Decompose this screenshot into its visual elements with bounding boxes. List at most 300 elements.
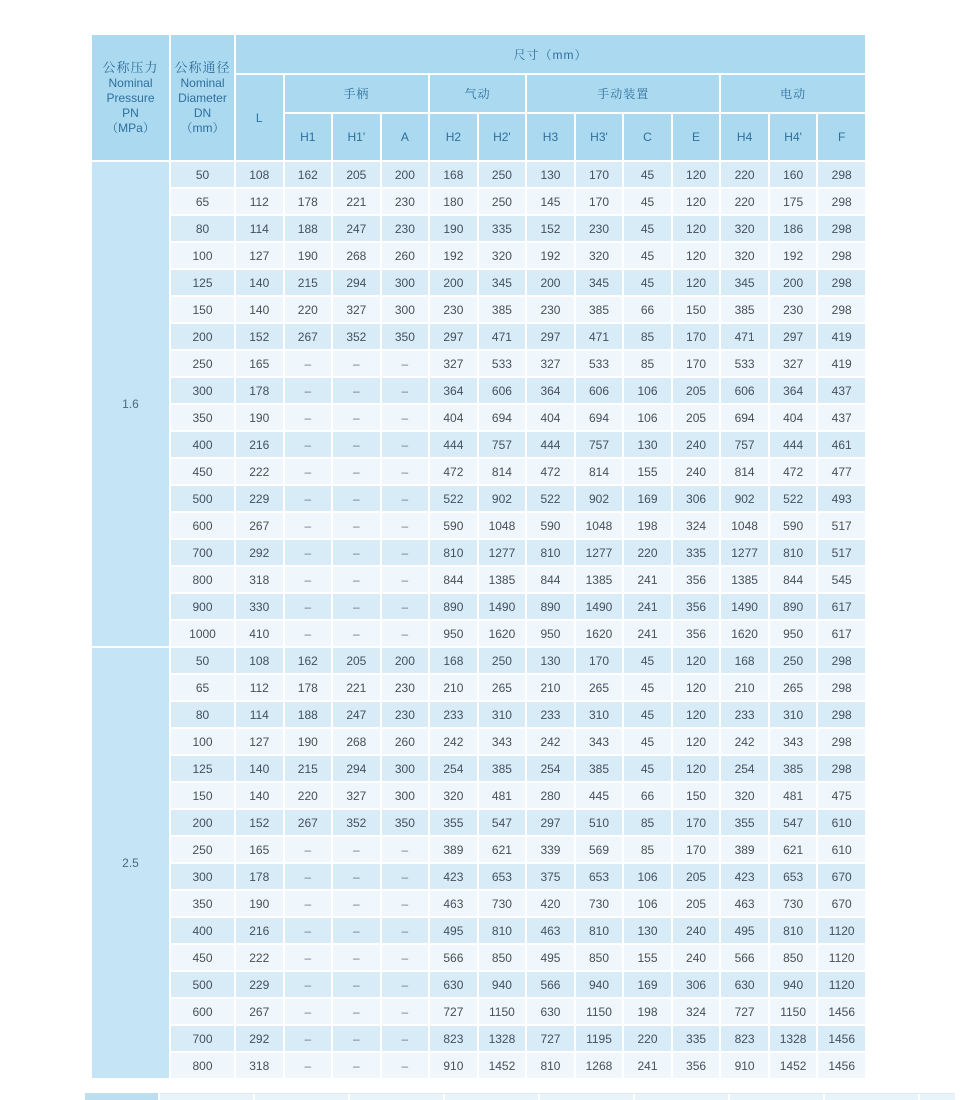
value-cell: 130 bbox=[526, 647, 575, 674]
header-group-handle: 手柄 bbox=[284, 74, 430, 113]
value-cell: 404 bbox=[429, 404, 478, 431]
value-cell: 327 bbox=[332, 782, 381, 809]
dn-cell: 350 bbox=[170, 404, 235, 431]
value-cell: 140 bbox=[235, 782, 284, 809]
value-cell: 902 bbox=[720, 485, 769, 512]
value-cell: 517 bbox=[817, 539, 866, 566]
table-row bbox=[91, 269, 866, 296]
header-col-L: L bbox=[235, 74, 284, 161]
value-cell: 327 bbox=[769, 350, 818, 377]
value-cell: 533 bbox=[478, 350, 527, 377]
dn-cell: 125 bbox=[170, 269, 235, 296]
value-cell: 190 bbox=[429, 215, 478, 242]
table-row bbox=[91, 944, 866, 971]
value-cell: 694 bbox=[575, 404, 624, 431]
value-cell: 495 bbox=[526, 944, 575, 971]
value-cell: – bbox=[332, 566, 381, 593]
value-cell: 356 bbox=[672, 593, 721, 620]
value-cell: 130 bbox=[526, 161, 575, 188]
value-cell: – bbox=[284, 1052, 333, 1079]
value-cell: 844 bbox=[526, 566, 575, 593]
table-row bbox=[91, 485, 866, 512]
value-cell: – bbox=[381, 485, 430, 512]
value-cell: 590 bbox=[769, 512, 818, 539]
value-cell: 1120 bbox=[817, 971, 866, 998]
value-cell: 463 bbox=[429, 890, 478, 917]
value-cell: 389 bbox=[429, 836, 478, 863]
value-cell: 45 bbox=[623, 188, 672, 215]
table-row bbox=[91, 512, 866, 539]
value-cell: 423 bbox=[720, 863, 769, 890]
value-cell: 108 bbox=[235, 647, 284, 674]
value-cell: 343 bbox=[575, 728, 624, 755]
value-cell: 242 bbox=[526, 728, 575, 755]
value-cell: 364 bbox=[769, 377, 818, 404]
value-cell: 653 bbox=[769, 863, 818, 890]
value-cell: 45 bbox=[623, 701, 672, 728]
value-cell: 356 bbox=[672, 566, 721, 593]
value-cell: 230 bbox=[381, 188, 430, 215]
value-cell: 533 bbox=[575, 350, 624, 377]
value-cell: 621 bbox=[478, 836, 527, 863]
value-cell: 298 bbox=[817, 188, 866, 215]
value-cell: 345 bbox=[575, 269, 624, 296]
value-cell: 188 bbox=[284, 215, 333, 242]
value-cell: 298 bbox=[817, 647, 866, 674]
value-cell: 298 bbox=[817, 242, 866, 269]
value-cell: 140 bbox=[235, 755, 284, 782]
value-cell: 230 bbox=[381, 674, 430, 701]
value-cell: 727 bbox=[526, 1025, 575, 1052]
value-cell: 106 bbox=[623, 377, 672, 404]
header-col-C: C bbox=[623, 113, 672, 161]
value-cell: 298 bbox=[817, 674, 866, 701]
spec-table bbox=[90, 33, 867, 1080]
value-cell: 297 bbox=[429, 323, 478, 350]
value-cell: 216 bbox=[235, 917, 284, 944]
value-cell: 85 bbox=[623, 836, 672, 863]
dn-cell: 400 bbox=[170, 431, 235, 458]
value-cell: 352 bbox=[332, 323, 381, 350]
value-cell: 566 bbox=[720, 944, 769, 971]
value-cell: 254 bbox=[720, 755, 769, 782]
value-cell: 1620 bbox=[478, 620, 527, 647]
value-cell: 310 bbox=[478, 701, 527, 728]
table-row bbox=[91, 971, 866, 998]
value-cell: 230 bbox=[429, 296, 478, 323]
value-cell: 495 bbox=[429, 917, 478, 944]
table-row bbox=[91, 917, 866, 944]
dn-cell: 150 bbox=[170, 296, 235, 323]
value-cell: 1456 bbox=[817, 1025, 866, 1052]
value-cell: 410 bbox=[235, 620, 284, 647]
value-cell: 170 bbox=[672, 350, 721, 377]
dn-cell: 450 bbox=[170, 944, 235, 971]
value-cell: 120 bbox=[672, 215, 721, 242]
value-cell: – bbox=[284, 944, 333, 971]
value-cell: 205 bbox=[332, 647, 381, 674]
value-cell: 190 bbox=[284, 728, 333, 755]
value-cell: 298 bbox=[817, 728, 866, 755]
value-cell: 522 bbox=[526, 485, 575, 512]
value-cell: 216 bbox=[235, 431, 284, 458]
value-cell: 890 bbox=[526, 593, 575, 620]
value-cell: 890 bbox=[429, 593, 478, 620]
value-cell: 730 bbox=[769, 890, 818, 917]
header-col-H2: H2 bbox=[429, 113, 478, 161]
value-cell: 950 bbox=[769, 620, 818, 647]
value-cell: 298 bbox=[817, 755, 866, 782]
value-cell: – bbox=[284, 512, 333, 539]
value-cell: 130 bbox=[623, 917, 672, 944]
table-body bbox=[91, 161, 866, 1079]
dn-cell: 700 bbox=[170, 539, 235, 566]
value-cell: 229 bbox=[235, 971, 284, 998]
value-cell: – bbox=[381, 458, 430, 485]
value-cell: 444 bbox=[429, 431, 478, 458]
value-cell: – bbox=[284, 593, 333, 620]
value-cell: – bbox=[332, 512, 381, 539]
value-cell: 1277 bbox=[720, 539, 769, 566]
value-cell: 481 bbox=[769, 782, 818, 809]
value-cell: 162 bbox=[284, 161, 333, 188]
value-cell: 241 bbox=[623, 1052, 672, 1079]
value-cell: 188 bbox=[284, 701, 333, 728]
value-cell: 300 bbox=[381, 755, 430, 782]
value-cell: – bbox=[332, 917, 381, 944]
value-cell: – bbox=[284, 539, 333, 566]
value-cell: – bbox=[381, 998, 430, 1025]
value-cell: – bbox=[381, 593, 430, 620]
dn-cell: 250 bbox=[170, 836, 235, 863]
value-cell: 463 bbox=[526, 917, 575, 944]
table-row bbox=[91, 242, 866, 269]
value-cell: 814 bbox=[575, 458, 624, 485]
dn-cell: 80 bbox=[170, 215, 235, 242]
value-cell: – bbox=[381, 404, 430, 431]
value-cell: – bbox=[284, 917, 333, 944]
table-row bbox=[91, 728, 866, 755]
value-cell: 168 bbox=[429, 161, 478, 188]
value-cell: – bbox=[381, 944, 430, 971]
value-cell: 165 bbox=[235, 350, 284, 377]
value-cell: 910 bbox=[429, 1052, 478, 1079]
dn-cell: 600 bbox=[170, 512, 235, 539]
value-cell: 610 bbox=[817, 809, 866, 836]
dn-cell: 50 bbox=[170, 161, 235, 188]
value-cell: 247 bbox=[332, 701, 381, 728]
value-cell: 493 bbox=[817, 485, 866, 512]
value-cell: 533 bbox=[720, 350, 769, 377]
value-cell: 198 bbox=[623, 998, 672, 1025]
value-cell: 320 bbox=[429, 782, 478, 809]
value-cell: 230 bbox=[381, 215, 430, 242]
value-cell: 106 bbox=[623, 404, 672, 431]
value-cell: 694 bbox=[478, 404, 527, 431]
dn-cell: 450 bbox=[170, 458, 235, 485]
value-cell: 298 bbox=[817, 215, 866, 242]
value-cell: 510 bbox=[575, 809, 624, 836]
table-row bbox=[91, 458, 866, 485]
value-cell: 320 bbox=[478, 242, 527, 269]
value-cell: 630 bbox=[429, 971, 478, 998]
header-nominal-pressure bbox=[91, 34, 170, 161]
value-cell: 297 bbox=[526, 323, 575, 350]
value-cell: 169 bbox=[623, 971, 672, 998]
dn-cell: 200 bbox=[170, 809, 235, 836]
value-cell: 385 bbox=[769, 755, 818, 782]
value-cell: 169 bbox=[623, 485, 672, 512]
table-row bbox=[91, 1052, 866, 1079]
value-cell: 215 bbox=[284, 755, 333, 782]
value-cell: 463 bbox=[720, 890, 769, 917]
header-col-E: E bbox=[672, 113, 721, 161]
value-cell: – bbox=[381, 431, 430, 458]
value-cell: 140 bbox=[235, 269, 284, 296]
value-cell: 324 bbox=[672, 998, 721, 1025]
value-cell: 292 bbox=[235, 539, 284, 566]
value-cell: 419 bbox=[817, 323, 866, 350]
value-cell: 327 bbox=[332, 296, 381, 323]
value-cell: 569 bbox=[575, 836, 624, 863]
value-cell: 481 bbox=[478, 782, 527, 809]
value-cell: 606 bbox=[478, 377, 527, 404]
value-cell: 114 bbox=[235, 215, 284, 242]
value-cell: 1490 bbox=[575, 593, 624, 620]
value-cell: 350 bbox=[381, 323, 430, 350]
value-cell: 950 bbox=[429, 620, 478, 647]
value-cell: 389 bbox=[720, 836, 769, 863]
header-dn-en1: Nominal bbox=[180, 75, 225, 90]
value-cell: 45 bbox=[623, 269, 672, 296]
dn-cell: 600 bbox=[170, 998, 235, 1025]
value-cell: 247 bbox=[332, 215, 381, 242]
value-cell: – bbox=[381, 512, 430, 539]
value-cell: 606 bbox=[575, 377, 624, 404]
value-cell: 940 bbox=[575, 971, 624, 998]
value-cell: 902 bbox=[478, 485, 527, 512]
value-cell: – bbox=[381, 1025, 430, 1052]
value-cell: 471 bbox=[575, 323, 624, 350]
value-cell: 950 bbox=[526, 620, 575, 647]
value-cell: 590 bbox=[526, 512, 575, 539]
value-cell: 106 bbox=[623, 863, 672, 890]
dn-cell: 80 bbox=[170, 701, 235, 728]
value-cell: 220 bbox=[623, 539, 672, 566]
value-cell: 268 bbox=[332, 242, 381, 269]
value-cell: 404 bbox=[526, 404, 575, 431]
value-cell: 610 bbox=[817, 836, 866, 863]
value-cell: 1385 bbox=[575, 566, 624, 593]
value-cell: 165 bbox=[235, 836, 284, 863]
value-cell: 210 bbox=[720, 674, 769, 701]
value-cell: 170 bbox=[575, 647, 624, 674]
value-cell: 320 bbox=[720, 215, 769, 242]
value-cell: 120 bbox=[672, 647, 721, 674]
value-cell: 1452 bbox=[769, 1052, 818, 1079]
value-cell: 844 bbox=[769, 566, 818, 593]
value-cell: 112 bbox=[235, 188, 284, 215]
value-cell: 265 bbox=[478, 674, 527, 701]
value-cell: 547 bbox=[478, 809, 527, 836]
value-cell: 757 bbox=[478, 431, 527, 458]
value-cell: 192 bbox=[429, 242, 478, 269]
dn-cell: 400 bbox=[170, 917, 235, 944]
value-cell: 200 bbox=[429, 269, 478, 296]
value-cell: 617 bbox=[817, 620, 866, 647]
value-cell: – bbox=[332, 971, 381, 998]
value-cell: 823 bbox=[429, 1025, 478, 1052]
value-cell: 670 bbox=[817, 890, 866, 917]
value-cell: 45 bbox=[623, 647, 672, 674]
value-cell: 230 bbox=[381, 701, 430, 728]
value-cell: 730 bbox=[478, 890, 527, 917]
value-cell: 385 bbox=[478, 755, 527, 782]
value-cell: 694 bbox=[720, 404, 769, 431]
value-cell: 190 bbox=[235, 404, 284, 431]
value-cell: – bbox=[332, 890, 381, 917]
value-cell: 472 bbox=[526, 458, 575, 485]
value-cell: – bbox=[381, 971, 430, 998]
value-cell: 130 bbox=[623, 431, 672, 458]
value-cell: 66 bbox=[623, 782, 672, 809]
value-cell: 85 bbox=[623, 350, 672, 377]
value-cell: – bbox=[381, 1052, 430, 1079]
value-cell: 343 bbox=[769, 728, 818, 755]
value-cell: 180 bbox=[429, 188, 478, 215]
value-cell: 200 bbox=[381, 647, 430, 674]
value-cell: 902 bbox=[575, 485, 624, 512]
header-col-H1p: H1' bbox=[332, 113, 381, 161]
value-cell: 495 bbox=[720, 917, 769, 944]
value-cell: – bbox=[284, 458, 333, 485]
value-cell: – bbox=[284, 404, 333, 431]
value-cell: – bbox=[284, 485, 333, 512]
value-cell: 844 bbox=[429, 566, 478, 593]
table-row bbox=[91, 620, 866, 647]
value-cell: 200 bbox=[381, 161, 430, 188]
value-cell: 292 bbox=[235, 1025, 284, 1052]
value-cell: 320 bbox=[720, 782, 769, 809]
value-cell: 1048 bbox=[478, 512, 527, 539]
header-col-H3p: H3' bbox=[575, 113, 624, 161]
value-cell: 352 bbox=[332, 809, 381, 836]
dn-cell: 150 bbox=[170, 782, 235, 809]
value-cell: 254 bbox=[429, 755, 478, 782]
value-cell: 120 bbox=[672, 728, 721, 755]
value-cell: 170 bbox=[672, 323, 721, 350]
dn-cell: 900 bbox=[170, 593, 235, 620]
value-cell: 233 bbox=[429, 701, 478, 728]
value-cell: 1277 bbox=[478, 539, 527, 566]
value-cell: 45 bbox=[623, 728, 672, 755]
value-cell: 1385 bbox=[720, 566, 769, 593]
value-cell: 106 bbox=[623, 890, 672, 917]
value-cell: 260 bbox=[381, 728, 430, 755]
value-cell: 221 bbox=[332, 188, 381, 215]
value-cell: 810 bbox=[769, 917, 818, 944]
value-cell: 45 bbox=[623, 215, 672, 242]
value-cell: 300 bbox=[381, 296, 430, 323]
value-cell: – bbox=[284, 890, 333, 917]
value-cell: 364 bbox=[429, 377, 478, 404]
value-cell: 205 bbox=[672, 863, 721, 890]
value-cell: 267 bbox=[284, 809, 333, 836]
pn-section-label: 2.5 bbox=[91, 647, 170, 1079]
value-cell: 45 bbox=[623, 755, 672, 782]
value-cell: 320 bbox=[575, 242, 624, 269]
value-cell: 267 bbox=[284, 323, 333, 350]
value-cell: – bbox=[284, 377, 333, 404]
value-cell: 1620 bbox=[720, 620, 769, 647]
dn-cell: 500 bbox=[170, 485, 235, 512]
value-cell: 210 bbox=[526, 674, 575, 701]
value-cell: – bbox=[284, 836, 333, 863]
value-cell: 178 bbox=[235, 863, 284, 890]
value-cell: – bbox=[381, 350, 430, 377]
value-cell: 200 bbox=[526, 269, 575, 296]
value-cell: 250 bbox=[478, 647, 527, 674]
value-cell: 1490 bbox=[720, 593, 769, 620]
value-cell: 823 bbox=[720, 1025, 769, 1052]
value-cell: 200 bbox=[769, 269, 818, 296]
value-cell: 1490 bbox=[478, 593, 527, 620]
value-cell: – bbox=[332, 350, 381, 377]
value-cell: 155 bbox=[623, 458, 672, 485]
value-cell: 1328 bbox=[478, 1025, 527, 1052]
table-row bbox=[91, 890, 866, 917]
value-cell: 190 bbox=[235, 890, 284, 917]
value-cell: – bbox=[284, 566, 333, 593]
value-cell: 108 bbox=[235, 161, 284, 188]
table-row bbox=[91, 782, 866, 809]
value-cell: – bbox=[332, 863, 381, 890]
value-cell: – bbox=[284, 350, 333, 377]
value-cell: 335 bbox=[478, 215, 527, 242]
value-cell: 850 bbox=[575, 944, 624, 971]
value-cell: 522 bbox=[429, 485, 478, 512]
value-cell: 241 bbox=[623, 593, 672, 620]
value-cell: 355 bbox=[429, 809, 478, 836]
value-cell: 265 bbox=[575, 674, 624, 701]
value-cell: 192 bbox=[769, 242, 818, 269]
value-cell: 850 bbox=[769, 944, 818, 971]
table-row bbox=[91, 296, 866, 323]
value-cell: 1120 bbox=[817, 917, 866, 944]
value-cell: 294 bbox=[332, 755, 381, 782]
table-row bbox=[91, 215, 866, 242]
value-cell: 810 bbox=[526, 539, 575, 566]
value-cell: 653 bbox=[575, 863, 624, 890]
value-cell: 566 bbox=[526, 971, 575, 998]
value-cell: 240 bbox=[672, 944, 721, 971]
value-cell: 220 bbox=[720, 161, 769, 188]
value-cell: 364 bbox=[526, 377, 575, 404]
value-cell: 1048 bbox=[720, 512, 769, 539]
value-cell: 140 bbox=[235, 296, 284, 323]
value-cell: 250 bbox=[478, 188, 527, 215]
value-cell: 757 bbox=[720, 431, 769, 458]
value-cell: 205 bbox=[672, 890, 721, 917]
table-row bbox=[91, 350, 866, 377]
value-cell: 1277 bbox=[575, 539, 624, 566]
header-group-electric: 电动 bbox=[720, 74, 866, 113]
value-cell: 198 bbox=[623, 512, 672, 539]
value-cell: 437 bbox=[817, 377, 866, 404]
value-cell: 241 bbox=[623, 566, 672, 593]
value-cell: 545 bbox=[817, 566, 866, 593]
table-row bbox=[91, 404, 866, 431]
